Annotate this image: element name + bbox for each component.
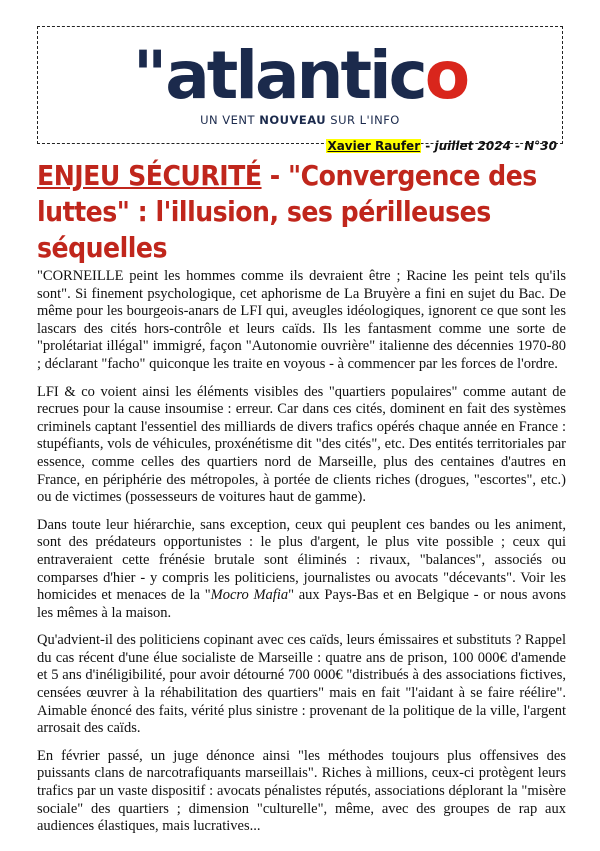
article-headline: ENJEU SÉCURITÉ - "Convergence des luttes" : l'illusion, ses périlleuses séquelles — [37, 159, 537, 264]
paragraph-2: LFI & co voient ainsi les éléments visibles des "quartiers populaires" comme autant de recrues pour la cause insoumise : erreur. Car dans ces cités, dominent en fait des systèmes criminels captant l'essentiel des milliards de divers trafics opérés chaque année en France : stupéfiants, vols de véhicules, proxénétisme dit "des cités", etc. Des entités territoriales par essence, comme celles des quartiers nord de Marseille, plus des centaines d'autres en France, en périphérie des métropoles, à portée de clients riches (drogues, "escortes", etc.) ou de victimes (possesseurs de voitures haut de gamme). — [37, 383, 566, 506]
issue-date: juillet 2024 - N°30 — [434, 139, 557, 153]
article-body — [37, 268, 566, 846]
headline-kicker: ENJEU SÉCURITÉ — [37, 159, 262, 192]
byline: Xavier Raufer - juillet 2024 - N°30 — [327, 139, 557, 153]
masthead-tagline: UN VENT NOUVEAU SUR L'INFO — [200, 113, 400, 127]
headline-title: "Convergence des luttes" : l'illusion, ses périlleuses séquelles — [37, 159, 537, 264]
masthead — [37, 26, 563, 144]
paragraph-5: En février passé, un juge dénonce ainsi "les méthodes toujours plus offensives des puissants clans de narcotrafiquants marseillais". Riches à millions, ceux-ci protègent leurs trafics par un vaste dispositif : avocats pénalistes réputés, associations déplorant la "misère sociale" des quartiers ; dimension "culturelle", même, avec des groupes de rap aux audiences élastiques, mais lucratives... — [37, 747, 566, 835]
atlantico-logo: "atlantico — [132, 37, 468, 114]
paragraph-3: Dans toute leur hiérarchie, sans exception, ceux qui peuplent ces bandes ou les animent, sont des prédateurs opportunistes : le plus d'argent, le plus vite possible ; ceux qui entraveraient cette frénésie brutale sont éliminés : rivaux, "balances", associés ou comparses d'hier - y compris les politiciens, journalistes ou avocats "décevants". Voir les homicides et menaces de la "Mocro Mafia" aux Pays-Bas et en Belgique - or nous avons les mêmes à la maison. — [37, 516, 566, 621]
paragraph-4: Qu'advient-il des politiciens copinant avec ces caïds, leurs émissaires et substituts ? Rappel du cas récent d'une élue socialiste de Marseille : quatre ans de prison, 100 000€ d'amende et 5 ans d'inéligibilité, pour avoir détourné 700 000€ "distribués à des associations fictives, censées œuvrer à la réhabilitation des quartiers" mais en fait "l'aidant à se faire réélire". Aimable énoncé des faits, vérité plus sinistre : provenant de la politique de la ville, l'argent arrosait des caïds. — [37, 632, 566, 737]
paragraph-1: "CORNEILLE peint les hommes comme ils devraient être ; Racine les peint tels qu'ils sont". Si finement psychologique, cet aphorisme de La Bruyère a fini en sujet du Bac. De même pour les bourgeois-anars de LFI qui, aveugles idéologiques, ignorent ce que sont les lascars des cités hors-contrôle et leurs caïds. Ils les fantasment comme une sorte de "prolétariat illégal" immigré, façon "Autonomie ouvrière" italienne des décennies 1970-80 ; déclarant "facho" quiconque les traite en voyous - à commencer par les forces de l'ordre. — [37, 268, 566, 372]
author-name: Xavier Raufer — [327, 139, 421, 153]
